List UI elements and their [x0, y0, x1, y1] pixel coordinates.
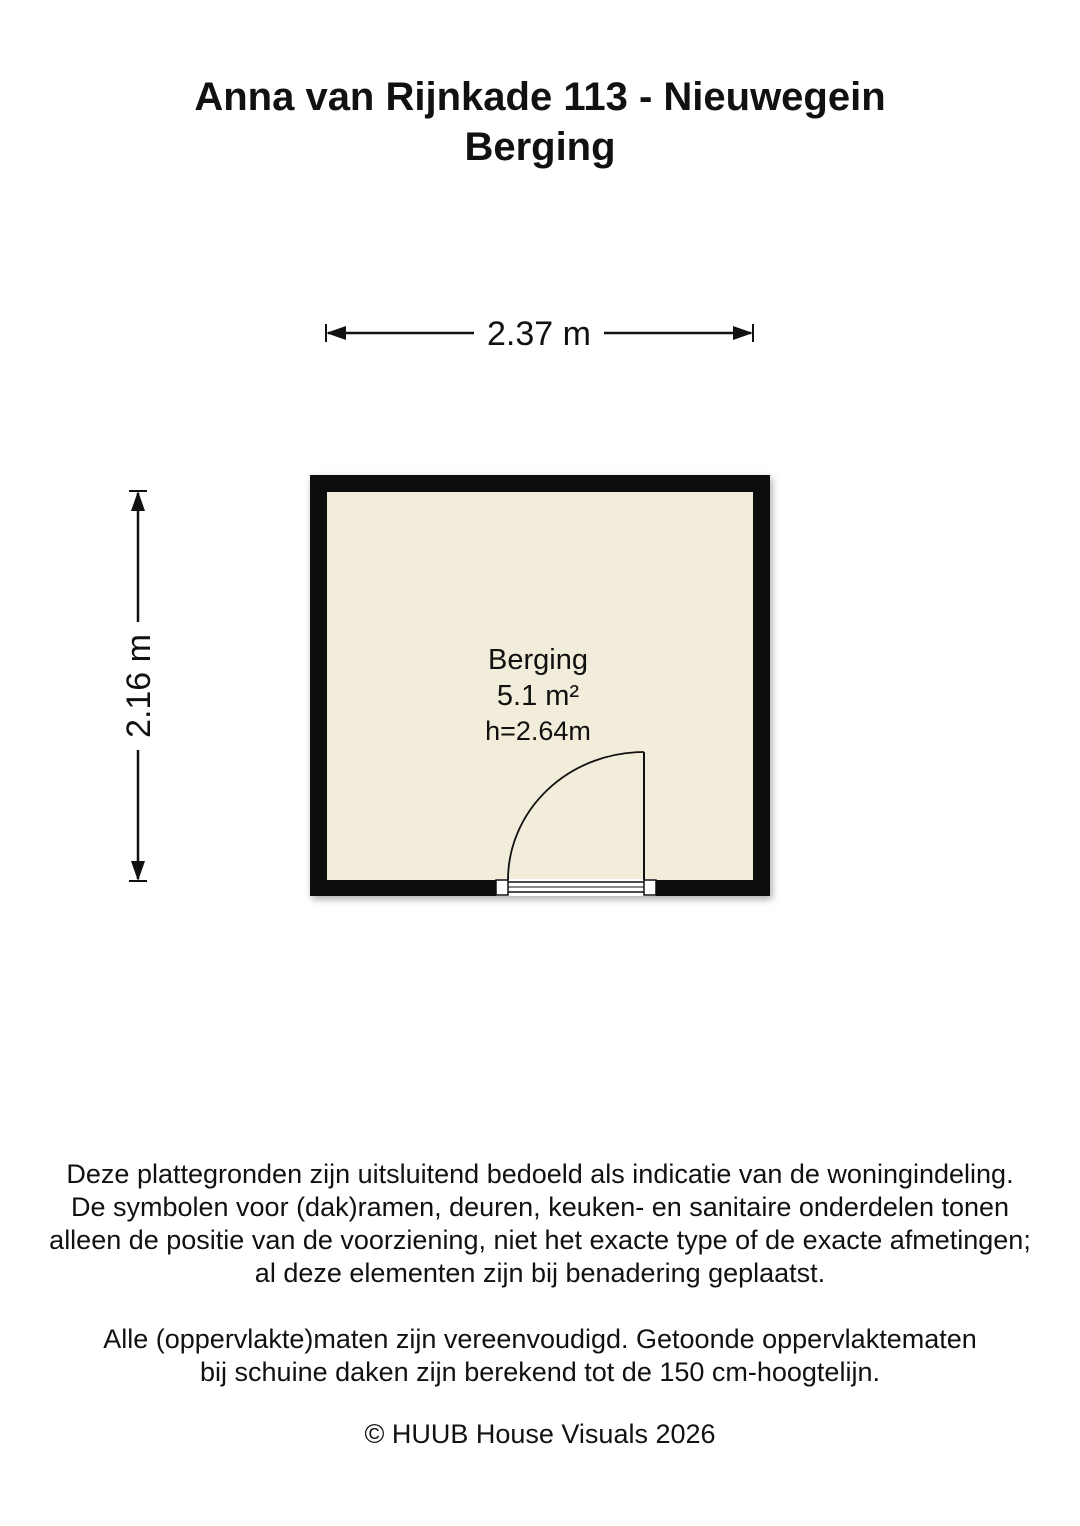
- disclaimer-line: al deze elementen zijn bij benadering geplaatst.: [254, 1258, 826, 1288]
- address-title: Anna van Rijnkade 113 - Nieuwegein: [194, 75, 886, 119]
- disclaimer: [0, 1158, 1080, 1422]
- depth-label: 2.16 m: [120, 634, 158, 738]
- arrow-left-icon: [326, 326, 346, 340]
- disclaimer-line: Alle (oppervlakte)maten zijn vereenvoudigd. Getoonde oppervlaktematen: [103, 1324, 977, 1354]
- disclaimer-line: bij schuine daken zijn berekend tot de 150 cm-hoogtelijn.: [200, 1357, 880, 1387]
- room-name: Berging: [488, 644, 588, 676]
- depth-dimension: [120, 491, 158, 881]
- room-area: 5.1 m²: [496, 680, 580, 712]
- copyright: © HUUB House Visuals 2026: [364, 1419, 716, 1449]
- door-frame-right: [644, 880, 656, 895]
- arrow-down-icon: [131, 861, 145, 881]
- disclaimer-paragraph-1: [0, 1158, 1080, 1290]
- arrow-right-icon: [733, 326, 753, 340]
- disclaimer-line: Deze plattegronden zijn uitsluitend bedoeld als indicatie van de woningindeling.: [66, 1159, 1014, 1189]
- width-dimension: [326, 315, 753, 353]
- disclaimer-paragraph-2: [0, 1323, 1080, 1389]
- floor-title: Berging: [464, 125, 616, 169]
- arrow-up-icon: [131, 491, 145, 511]
- width-label: 2.37 m: [487, 315, 591, 353]
- disclaimer-line: alleen de positie van de voorziening, niet het exacte type of de exacte afmetingen;: [49, 1225, 1031, 1255]
- door-frame-left: [496, 880, 508, 895]
- disclaimer-line: De symbolen voor (dak)ramen, deuren, keuken- en sanitaire onderdelen tonen: [70, 1192, 1010, 1222]
- room-height: h=2.64m: [485, 716, 591, 746]
